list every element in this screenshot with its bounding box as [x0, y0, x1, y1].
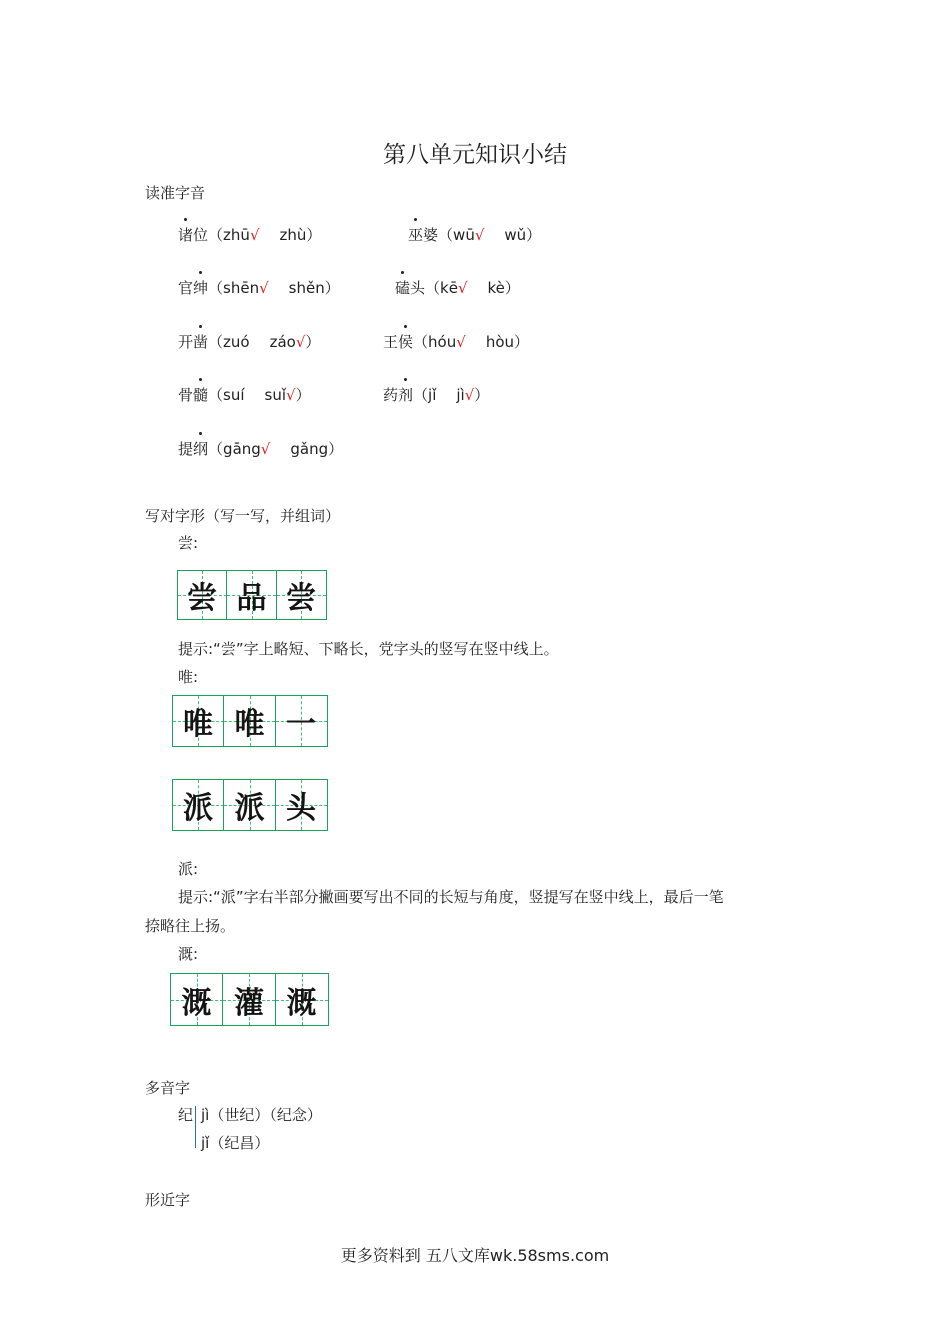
word-char: 位: [193, 226, 209, 244]
check-mark: √: [295, 333, 306, 351]
pinyin-option-a: zuó: [223, 333, 250, 351]
pinyin-option-a: shēn: [223, 279, 260, 297]
grid-cell: [276, 570, 327, 620]
paren-open: （: [413, 386, 429, 404]
polyphone-char: 纪: [178, 1106, 194, 1124]
word-char: 药: [383, 386, 399, 404]
grid-char: 唯: [183, 707, 213, 742]
char-label-pai: 派:: [178, 860, 199, 878]
grid-cell: [222, 973, 276, 1026]
pinyin-option-b: wǔ: [504, 226, 527, 244]
tip-chang: 提示:“尝”字上略短、下略长，党字头的竖写在竖中线上。: [178, 640, 559, 658]
pinyin-option-a: suí: [223, 386, 245, 404]
check-mark: √: [249, 226, 260, 244]
word-char: 提: [178, 440, 194, 458]
pinyin-word: [408, 226, 438, 244]
grid-cell: [223, 779, 276, 831]
pinyin-word: [178, 279, 208, 297]
polyphone-reading-2: jǐ（纪昌）: [201, 1134, 270, 1152]
check-mark: √: [457, 279, 468, 297]
footer-link-text: 更多资料到 五八文库wk.58sms.com: [340, 1246, 610, 1265]
grid-char: 灌: [234, 985, 264, 1021]
pinyin-option-a: wū: [453, 226, 475, 244]
tianzige-grid-2: [173, 695, 328, 747]
pinyin-item: [178, 277, 340, 298]
grid-char: 尝: [286, 581, 316, 616]
char-label-wei: 唯:: [178, 668, 199, 686]
pinyin-word: [178, 440, 208, 458]
word-char: 头: [410, 279, 426, 297]
paren-close: ）: [295, 386, 311, 404]
paren-open: （: [208, 386, 224, 404]
pinyin-item: [395, 277, 520, 298]
paren-open: （: [438, 226, 454, 244]
emphasis-char: 侯: [398, 333, 414, 351]
section-heading-read: 读准字音: [145, 184, 206, 202]
paren-close: ）: [504, 279, 520, 297]
pinyin-option-b: shěn: [288, 279, 325, 297]
check-mark: √: [474, 226, 485, 244]
word-char: 婆: [423, 226, 439, 244]
pinyin-word: [178, 226, 208, 244]
word-char: 开: [178, 333, 194, 351]
section-heading-write: 写对字形（写一写，并组词）: [145, 507, 341, 525]
emphasis-char: 绅: [193, 279, 209, 297]
paren-close: ）: [324, 279, 340, 297]
emphasis-char: 磕: [395, 279, 411, 297]
grid-char: 品: [236, 581, 267, 616]
pinyin-item: [383, 384, 489, 405]
tip-pai-line1: 提示:“派”字右半部分撇画要写出不同的长短与角度，竖提写在竖中线上，最后一笔: [178, 888, 724, 906]
grid-char: 唯: [234, 707, 265, 742]
emphasis-char: 纲: [193, 440, 209, 458]
emphasis-char: 剂: [398, 386, 414, 404]
paren-close: ）: [474, 386, 490, 404]
emphasis-char: 巫: [408, 226, 424, 244]
grid-cell: [172, 695, 225, 747]
pinyin-option-a: gāng: [223, 440, 261, 458]
paren-open: （: [208, 279, 224, 297]
section-heading-polyphone: 多音字: [145, 1079, 191, 1097]
grid-cell: [275, 695, 328, 747]
grid-char: 派: [183, 791, 213, 826]
pinyin-item: [408, 224, 541, 245]
pinyin-item: [178, 331, 320, 352]
pinyin-item: [383, 331, 529, 352]
pinyin-option-b: gǎng: [290, 440, 329, 458]
page-title: 第八单元知识小结: [383, 142, 567, 168]
check-mark: √: [259, 279, 269, 297]
word-char: 骨: [178, 386, 194, 404]
grid-cell: [275, 779, 328, 831]
grid-cell: [170, 973, 224, 1026]
pinyin-option-a: zhū: [223, 226, 250, 244]
grid-cell: [172, 779, 225, 831]
char-label-chang: 尝:: [178, 534, 199, 552]
grid-cell: [223, 695, 276, 747]
paren-open: （: [208, 226, 224, 244]
pinyin-word: [178, 386, 208, 404]
pinyin-word: [383, 333, 413, 351]
grid-cell: [226, 570, 277, 620]
paren-open: （: [413, 333, 429, 351]
pinyin-item: [178, 438, 343, 459]
tianzige-grid-1: [178, 570, 327, 620]
grid-char: 头: [286, 791, 316, 826]
paren-close: ）: [526, 226, 542, 244]
pinyin-item: [178, 384, 311, 405]
grid-char: 尝: [187, 581, 217, 616]
paren-open: （: [425, 279, 441, 297]
check-mark: √: [456, 333, 466, 351]
pinyin-option-b: kè: [487, 279, 505, 297]
check-mark: √: [260, 440, 271, 458]
grid-char: 溉: [181, 985, 212, 1021]
pinyin-word: [395, 279, 425, 297]
section-heading-similar: 形近字: [145, 1191, 191, 1209]
grid-cell: [177, 570, 228, 620]
char-label-gai: 溉:: [178, 945, 199, 963]
word-char: 官: [178, 279, 194, 297]
paren-open: （: [208, 440, 224, 458]
pinyin-word: [178, 333, 208, 351]
grid-cell: [275, 973, 329, 1026]
tianzige-grid-3: [173, 779, 328, 831]
pinyin-option-a: kē: [440, 279, 458, 297]
pinyin-word: [383, 386, 413, 404]
grid-char: 派: [234, 791, 265, 826]
grid-char: 一: [286, 707, 316, 742]
pinyin-option-b: zhù: [279, 226, 307, 244]
paren-close: ）: [306, 226, 322, 244]
pinyin-option-b: jì: [456, 386, 465, 404]
polyphone-reading-1: jì（世纪）（纪念）: [201, 1106, 322, 1124]
tianzige-grid-4: [171, 973, 329, 1026]
emphasis-char: 凿: [193, 333, 209, 351]
paren-close: ）: [305, 333, 321, 351]
emphasis-char: 髓: [193, 386, 209, 404]
paren-close: ）: [328, 440, 344, 458]
paren-open: （: [208, 333, 224, 351]
pinyin-option-a: hóu: [428, 333, 457, 351]
check-mark: √: [286, 386, 296, 404]
check-mark: √: [464, 386, 475, 404]
emphasis-char: 诸: [178, 226, 194, 244]
pinyin-option-b: suǐ: [264, 386, 287, 404]
word-char: 王: [383, 333, 399, 351]
grid-char: 溉: [286, 985, 317, 1021]
pinyin-option-b: hòu: [485, 333, 515, 351]
pinyin-option-b: záo: [269, 333, 296, 351]
paren-close: ）: [514, 333, 530, 351]
pinyin-item: [178, 224, 321, 245]
tip-pai-line2: 捺略往上扬。: [145, 917, 236, 935]
pinyin-option-a: jǐ: [428, 386, 437, 404]
